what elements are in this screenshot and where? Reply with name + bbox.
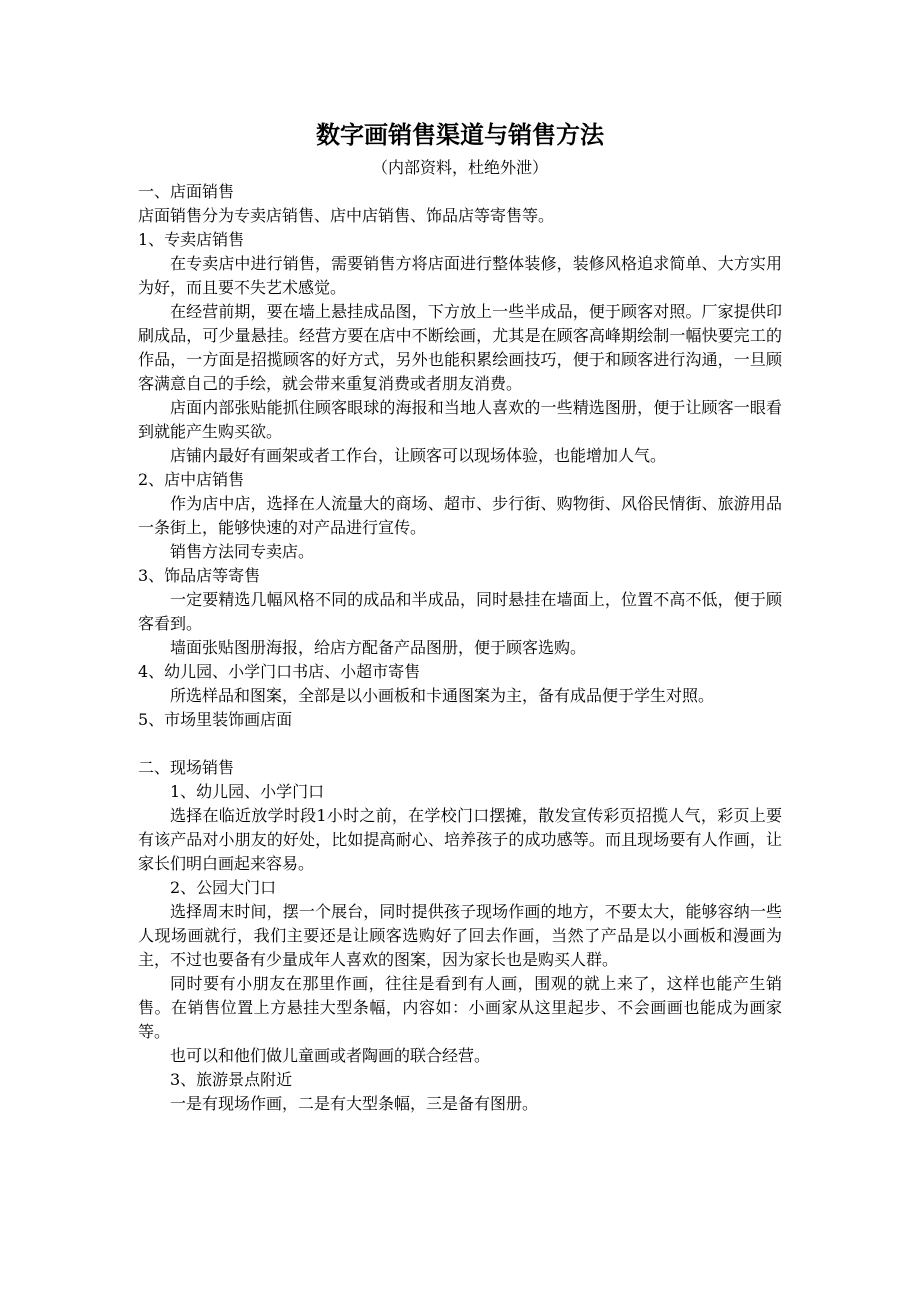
section-heading-onsite-sales: 二、现场销售 <box>138 758 235 777</box>
section-spacer <box>138 732 782 756</box>
paragraph-school-bookstore-samples: 所选样品和图案，全部是以小画板和卡通图案为主，备有成品便于学生对照。 <box>170 686 715 705</box>
paragraph-accessory-store-posters: 墙面张贴图册海报，给店方配备产品图册，便于顾客选购。 <box>170 638 587 657</box>
paragraph-specialty-store-easel: 店铺内最好有画架或者工作台，让顾客可以现场体验，也能增加人气。 <box>170 446 667 465</box>
subheading-accessory-store-consignment: 3、饰品店等寄售 <box>138 566 261 585</box>
subheading-market-decor-store: 5、市场里装饰画店面 <box>138 710 293 729</box>
subheading-school-bookstore-consignment: 4、幼儿园、小学门口书店、小超市寄售 <box>138 662 421 681</box>
paragraph-specialty-store-decoration: 在专卖店中进行销售，需要销售方将店面进行整体装修，装修风格追求简单、大方实用为好，而且要不失艺术感觉。 <box>138 254 782 297</box>
document-body <box>138 118 782 1116</box>
paragraph-specialty-store-early-operation: 在经营前期，要在墙上悬挂成品图，下方放上一些半成品，便于顾客对照。厂家提供印刷成品，可少量悬挂。经营方要在店中不断绘画，尤其是在顾客高峰期绘制一幅快要完工的作品，一方面是招揽顾客的好方式，另外也能积累绘画技巧，便于和顾客进行沟通，一旦顾客满意自己的手绘，就会带来重复消费或者朋友消费。 <box>138 302 782 393</box>
paragraph-park-gate-joint-operation: 也可以和他们做儿童画或者陶画的联合经营。 <box>170 1046 491 1065</box>
paragraph-specialty-store-posters: 店面内部张贴能抓住顾客眼球的海报和当地人喜欢的一些精选图册，便于让顾客一眼看到就能产生购买欲。 <box>138 398 782 441</box>
paragraph-store-sales-overview: 店面销售分为专卖店销售、店中店销售、饰品店等寄售等。 <box>138 206 555 225</box>
document-title: 数字画销售渠道与销售方法 <box>316 121 604 149</box>
subheading-kindergarten-school-gate: 1、幼儿园、小学门口 <box>170 782 325 801</box>
subheading-shop-in-shop: 2、店中店销售 <box>138 470 245 489</box>
paragraph-park-gate-booth: 选择周末时间，摆一个展台，同时提供孩子现场作画的地方，不要太大，能够容纳一些人现场画就行，我们主要还是让顾客选购好了回去作画，当然了产品是以小画板和漫画为主，不过也要备有少量成年人喜欢的图案，因为家长也是购买人群。 <box>138 902 782 969</box>
paragraph-accessory-store-display: 一定要精选几幅风格不同的成品和半成品，同时悬挂在墙面上，位置不高不低，便于顾客看到。 <box>138 590 782 633</box>
paragraph-tourist-spots-method: 一是有现场作画，二是有大型条幅，三是备有图册。 <box>170 1094 539 1113</box>
paragraph-shop-in-shop-method: 销售方法同专卖店。 <box>170 542 315 561</box>
document-subtitle: （内部资料，杜绝外泄） <box>371 158 548 177</box>
paragraph-park-gate-children-painting: 同时要有小朋友在那里作画，往往是看到有人画，围观的就上来了，这样也能产生销售。在销售位置上方悬挂大型条幅，内容如：小画家从这里起步、不会画画也能成为画家等。 <box>138 974 782 1041</box>
paragraph-shop-in-shop-location: 作为店中店，选择在人流量大的商场、超市、步行街、购物街、风俗民情街、旅游用品一条街上，能够快速的对产品进行宣传。 <box>138 494 782 537</box>
subheading-tourist-spots: 3、旅游景点附近 <box>170 1070 293 1089</box>
section-heading-store-sales: 一、店面销售 <box>138 182 235 201</box>
paragraph-school-gate-method: 选择在临近放学时段1小时之前，在学校门口摆摊，散发宣传彩页招揽人气，彩页上要有该产品对小朋友的好处，比如提高耐心、培养孩子的成功感等。而且现场要有人作画，让家长们明白画起来容易。 <box>138 806 782 873</box>
subheading-park-gate: 2、公园大门口 <box>170 878 277 897</box>
subheading-specialty-store: 1、专卖店销售 <box>138 230 245 249</box>
